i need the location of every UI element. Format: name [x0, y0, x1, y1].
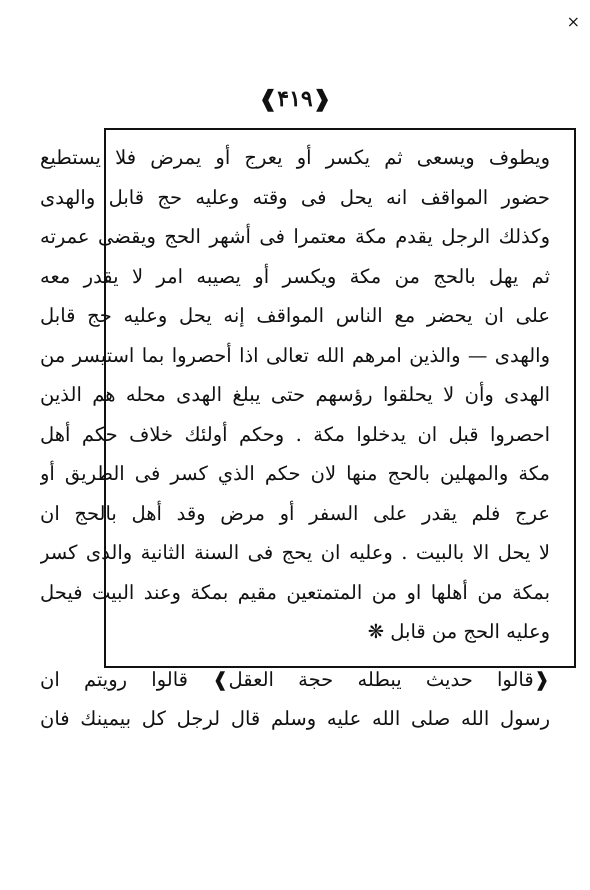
- text-line: وعليه الحج من قابل ❋: [367, 620, 550, 643]
- text-line: والهدى — والذين امرهم الله تعالى اذا أحصروا بما استيسر من: [40, 343, 550, 367]
- text-line: بمكة من أهلها او من المتمتعين مقيم بمكة وعند البيت فيحل: [40, 580, 550, 604]
- corner-mark: ×: [566, 12, 580, 31]
- text-line: عرج فلم يقدر على السفر أو مرض وقد أهل بالحج ان: [40, 501, 550, 525]
- text-line: ويطوف ويسعى ثم يكسر أو يعرج أو يمرض فلا يستطيع: [40, 146, 550, 169]
- text-line: مكة والمهلين بالحج منها لان حكم الذي كسر فى الطريق أو: [40, 462, 550, 485]
- text-line: الهدى وأن لا يحلقوا رؤسهم حتى يبلغ الهدى محله هم الذين: [40, 383, 550, 406]
- page-number: ❰۴١٩❱: [258, 86, 332, 112]
- body-text: [40, 138, 550, 739]
- text-line: لا يحل الا بالبيت . وعليه ان يحج فى السنة الثانية والذى كسر: [40, 541, 550, 564]
- text-line: حضور المواقف انه يحل فى وقته وعليه حج قابل والهدى: [40, 185, 550, 209]
- text-line: وكذلك الرجل يقدم مكة معتمرا فى أشهر الحج ويقضى عمرته: [40, 225, 550, 248]
- text-line: على ان يحضر مع الناس المواقف إنه يحل وعليه حج قابل: [40, 304, 550, 327]
- text-line: رسول الله صلى الله عليه وسلم قال لرجل كل بيمينك فان: [40, 707, 550, 730]
- text-line: احصروا قبل ان يدخلوا مكة . وحكم أولئك خلاف حكم أهل: [40, 422, 550, 446]
- section-heading-line: ❰قالوا حديث يبطله حجة العقل❱ قالوا رويتم ان: [40, 667, 550, 691]
- text-line: ثم يهل بالحج من مكة ويكسر أو يصيبه امر لا يقدر معه: [40, 264, 550, 288]
